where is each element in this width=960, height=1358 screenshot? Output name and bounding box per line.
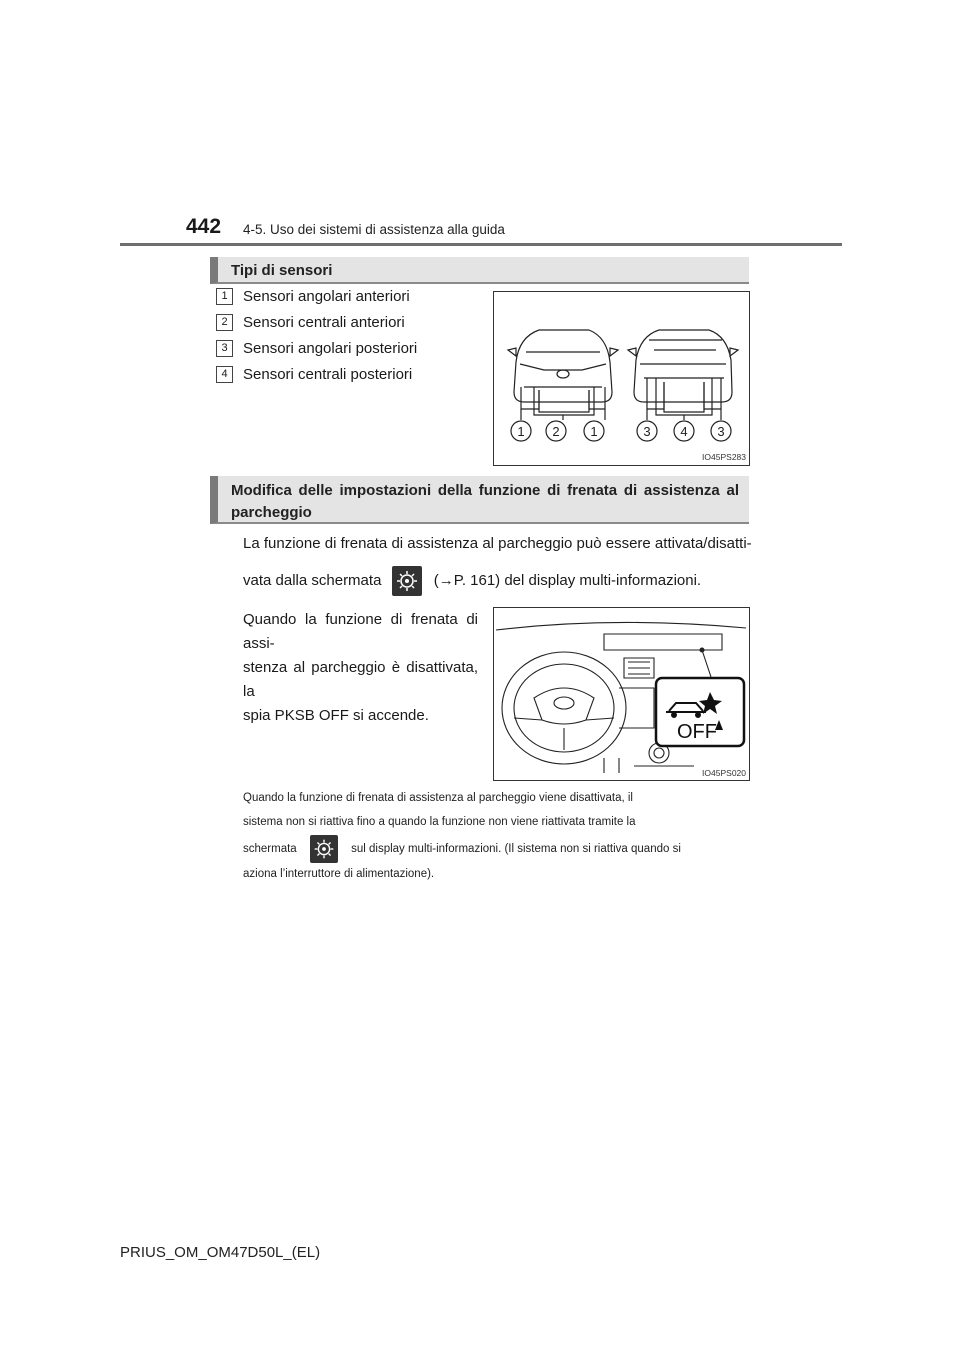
gear-icon: [310, 835, 338, 863]
item-number-badge: 1: [216, 288, 233, 305]
note-text: schermata: [243, 843, 297, 855]
note-line: sistema non si riattiva fino a quando la funzione non viene riattivata tramite la: [243, 816, 636, 828]
sensor-types-heading: [210, 257, 749, 284]
note-text: sul display multi-informazioni. (Il sistema non si riattiva quando si: [351, 843, 681, 855]
settings-change-title: Modifica delle impostazioni della funzione di frenata di assistenza al parcheggio: [231, 482, 739, 521]
figure-code: IO45PS020: [702, 768, 746, 778]
callout-number: 1: [590, 424, 598, 439]
sensor-label: Sensori centrali anteriori: [243, 314, 405, 331]
paragraph-line: La funzione di frenata di assistenza al parcheggio può essere attivata/disatti-: [243, 535, 752, 552]
gear-icon: [392, 566, 422, 596]
page-number: 442: [186, 215, 222, 238]
paragraph-block: [243, 608, 478, 728]
figure-code: IO45PS283: [702, 452, 746, 462]
sensor-label: Sensori angolari anteriori: [243, 288, 410, 305]
callout-number: 2: [552, 424, 560, 439]
settings-change-heading: [210, 476, 749, 524]
callout-number: 1: [517, 424, 525, 439]
pksb-off-figure: [493, 607, 750, 781]
item-number-badge: 4: [216, 366, 233, 383]
item-number-badge: 3: [216, 340, 233, 357]
paragraph-line: spia PKSB OFF si accende.: [243, 707, 429, 724]
note-line: Quando la funzione di frenata di assistenza al parcheggio viene disattivata, il: [243, 792, 633, 804]
dashboard-illustration: [494, 608, 749, 780]
paragraph-text: vata dalla schermata: [243, 572, 382, 589]
paragraph-line: Quando la funzione di frenata di assi-: [243, 611, 478, 652]
callout-number: 3: [717, 424, 725, 439]
document-code: PRIUS_OM_OM47D50L_(EL): [120, 1244, 321, 1261]
header-divider: [120, 243, 842, 246]
note-line-with-icon: [243, 832, 747, 866]
car-sensors-illustration: [494, 292, 749, 465]
off-indicator-text: OFF: [677, 721, 717, 743]
paragraph-line-with-icon: [243, 563, 753, 599]
callout-number: 3: [643, 424, 651, 439]
note-line: aziona l’interruttore di alimentazione).: [243, 868, 435, 880]
sensor-label: Sensori centrali posteriori: [243, 366, 413, 383]
paragraph-text: (→P. 161) del display multi-informazioni.: [433, 572, 702, 589]
item-number-badge: 2: [216, 314, 233, 331]
section-title: 4-5. Uso dei sistemi di assistenza alla guida: [243, 222, 505, 237]
sensor-label: Sensori angolari posteriori: [243, 340, 418, 357]
sensor-location-figure: [493, 291, 750, 466]
paragraph-line: stenza al parcheggio è disattivata, la: [243, 659, 478, 700]
callout-number: 4: [680, 424, 688, 439]
sensor-types-title: Tipi di sensori: [231, 262, 333, 279]
